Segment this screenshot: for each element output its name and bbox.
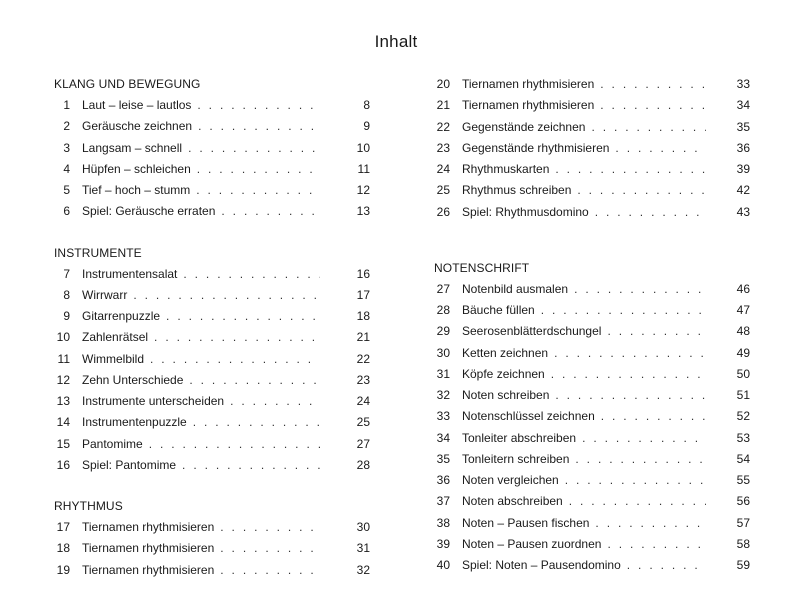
entry-number: 18	[56, 541, 70, 556]
entry-number: 27	[436, 281, 450, 296]
dot-leader	[149, 434, 320, 455]
entry-page-number: 23	[356, 372, 370, 387]
entry-number: 23	[436, 140, 450, 155]
entry-number: 9	[63, 309, 70, 323]
entry-number: 10	[56, 330, 70, 345]
toc-entry[interactable]	[54, 306, 370, 327]
toc-entry[interactable]	[434, 117, 750, 138]
toc-entry[interactable]	[54, 538, 370, 559]
entry-title: Rhythmuskarten	[462, 162, 550, 176]
entry-title: Tiernamen rhythmisieren	[82, 541, 215, 556]
entry-title: Noten schreiben	[462, 388, 550, 402]
entry-page-number: 28	[356, 457, 370, 472]
entry-title: Spiel: Geräusche erraten	[82, 204, 216, 219]
toc-section	[54, 74, 370, 223]
entry-page-number: 10	[356, 140, 370, 155]
toc-entry[interactable]	[434, 534, 750, 555]
entry-page-number: 43	[736, 204, 750, 219]
entry-page-number: 59	[736, 558, 750, 572]
entry-number: 8	[63, 287, 70, 302]
entry-title: Tief – hoch – stumm	[82, 183, 191, 197]
entry-number: 36	[436, 473, 450, 487]
toc-entry[interactable]	[54, 327, 370, 348]
entry-number: 37	[436, 494, 450, 509]
entry-title: Tiernamen rhythmisieren	[462, 77, 595, 91]
section-heading: RHYTHMUS	[54, 499, 123, 513]
entry-title: Gegenstände rhythmisieren	[462, 140, 610, 155]
page-title: Inhalt	[374, 32, 418, 51]
toc-entry[interactable]	[54, 201, 370, 222]
dot-leader	[133, 285, 320, 306]
entry-number: 19	[56, 562, 70, 577]
dot-leader	[220, 538, 320, 559]
toc-entry[interactable]	[434, 513, 750, 534]
entry-page-number: 8	[363, 98, 370, 112]
entry-number: 7	[63, 266, 70, 281]
entry-page-number: 51	[736, 388, 750, 402]
entry-title: Zahlenrätsel	[82, 330, 149, 345]
entry-title: Instrumente unterscheiden	[82, 394, 225, 408]
entry-title: Instrumentensalat	[82, 266, 178, 281]
entry-number: 17	[56, 520, 70, 534]
entry-title: Wimmelbild	[82, 351, 145, 366]
entry-number: 22	[436, 119, 450, 134]
entry-page-number: 18	[356, 309, 370, 323]
entry-number: 39	[436, 536, 450, 551]
toc-entry[interactable]	[434, 159, 750, 180]
toc-entry[interactable]	[54, 116, 370, 137]
toc-entry[interactable]	[434, 74, 750, 95]
toc-entry[interactable]	[54, 412, 370, 433]
entry-number: 40	[436, 558, 450, 572]
entry-page-number: 48	[736, 324, 750, 339]
toc-entry[interactable]	[54, 264, 370, 285]
section-heading: KLANG UND BEWEGUNG	[54, 77, 201, 91]
entry-title: Noten vergleichen	[462, 473, 559, 487]
entry-page-number: 12	[356, 183, 370, 197]
entry-title: Köpfe zeichnen	[462, 366, 545, 381]
entry-number: 38	[436, 515, 450, 530]
entry-number: 15	[56, 436, 70, 451]
dot-leader	[600, 95, 706, 116]
dot-leader	[595, 202, 706, 223]
entry-title: Pantomime	[82, 436, 143, 451]
toc-entry[interactable]	[434, 180, 750, 201]
entry-title: Notenschlüssel zeichnen	[462, 409, 595, 424]
toc-entry[interactable]	[54, 285, 370, 306]
entry-number: 29	[436, 324, 450, 339]
entry-title: Spiel: Rhythmusdomino	[462, 204, 589, 219]
entry-title: Tiernamen rhythmisieren	[82, 562, 215, 577]
entry-number: 2	[63, 119, 70, 134]
entry-title: Noten – Pausen fischen	[462, 515, 590, 530]
entry-number: 26	[436, 204, 450, 219]
entry-page-number: 52	[736, 409, 750, 424]
entry-page-number: 34	[736, 98, 750, 113]
dot-leader	[197, 159, 320, 180]
toc-entry[interactable]	[54, 95, 370, 116]
dot-leader	[193, 412, 320, 433]
toc-entry[interactable]	[434, 406, 750, 427]
entry-number: 4	[63, 161, 70, 176]
toc-entry[interactable]	[54, 138, 370, 159]
dot-leader	[565, 470, 706, 491]
section-heading: NOTENSCHRIFT	[434, 260, 530, 275]
entry-number: 3	[63, 140, 70, 155]
toc-entry[interactable]	[434, 300, 750, 321]
entry-title: Tonleiter abschreiben	[462, 430, 577, 445]
entry-number: 1	[63, 98, 70, 112]
dot-leader	[230, 391, 320, 412]
entry-page-number: 46	[736, 281, 750, 296]
dot-leader	[577, 180, 706, 201]
entry-number: 6	[63, 204, 70, 219]
toc-entry[interactable]	[54, 391, 370, 412]
entry-title: Instrumentenpuzzle	[82, 415, 187, 430]
toc-entry[interactable]	[434, 470, 750, 491]
dot-leader	[601, 406, 706, 427]
entry-page-number: 21	[356, 330, 370, 345]
toc-entry[interactable]	[434, 364, 750, 385]
entry-number: 20	[436, 77, 450, 91]
entry-title: Wirrwarr	[82, 287, 128, 302]
entry-page-number: 49	[736, 345, 750, 360]
entry-page-number: 54	[736, 451, 750, 466]
toc-entry[interactable]	[54, 560, 370, 581]
entry-number: 21	[436, 98, 450, 113]
entry-page-number: 39	[736, 162, 750, 176]
entry-page-number: 50	[736, 366, 750, 381]
toc-entry[interactable]	[434, 95, 750, 116]
toc-entry[interactable]	[54, 159, 370, 180]
entry-number: 11	[57, 351, 70, 366]
dot-leader	[591, 117, 706, 138]
dot-leader	[555, 159, 706, 180]
section-heading: INSTRUMENTE	[54, 245, 142, 260]
dot-leader	[150, 349, 320, 370]
entry-number: 5	[63, 183, 70, 197]
dot-leader	[221, 201, 320, 222]
entry-title: Spiel: Pantomime	[82, 457, 177, 472]
entry-page-number: 32	[356, 562, 370, 577]
toc-entry[interactable]	[54, 180, 370, 201]
entry-title: Tiernamen rhythmisieren	[462, 98, 595, 113]
entry-title: Laut – leise – lautlos	[82, 98, 192, 112]
dot-leader	[220, 560, 320, 581]
entry-title: Geräusche zeichnen	[82, 119, 193, 134]
dot-leader	[595, 513, 706, 534]
toc-left-column	[54, 74, 370, 581]
entry-title: Tonleitern schreiben	[462, 451, 570, 466]
entry-title: Gegenstände zeichnen	[462, 119, 586, 134]
dot-leader	[182, 455, 320, 476]
entry-page-number: 36	[736, 140, 750, 155]
entry-page-number: 27	[356, 436, 370, 451]
entry-page-number: 42	[736, 183, 750, 198]
toc-section	[54, 243, 370, 477]
toc-section	[54, 496, 370, 581]
entry-title: Zehn Unterschiede	[82, 372, 184, 387]
entry-number: 30	[436, 345, 450, 360]
toc-entry[interactable]	[434, 202, 750, 223]
toc-entry[interactable]	[54, 349, 370, 370]
entry-page-number: 56	[736, 494, 750, 509]
dot-leader	[582, 428, 706, 449]
entry-title: Tiernamen rhythmisieren	[82, 520, 215, 534]
entry-title: Hüpfen – schleichen	[82, 161, 191, 176]
entry-page-number: 33	[736, 77, 750, 91]
entry-page-number: 55	[736, 473, 750, 487]
entry-number: 32	[436, 388, 450, 402]
dot-leader	[197, 95, 320, 116]
toc-entry[interactable]	[434, 428, 750, 449]
entry-number: 16	[56, 457, 70, 472]
dot-leader	[188, 138, 320, 159]
entry-page-number: 11	[357, 161, 370, 176]
entry-page-number: 47	[736, 303, 750, 317]
entry-page-number: 30	[356, 520, 370, 534]
entry-page-number: 35	[736, 119, 750, 134]
entry-number: 13	[56, 394, 70, 408]
entry-page-number: 25	[356, 415, 370, 430]
entry-title: Bäuche füllen	[462, 303, 535, 317]
entry-page-number: 31	[356, 541, 370, 556]
dot-leader	[551, 364, 706, 385]
entry-page-number: 57	[736, 515, 750, 530]
dot-leader	[627, 555, 706, 576]
entry-title: Langsam – schnell	[82, 140, 183, 155]
dot-leader	[607, 321, 706, 342]
entry-number: 33	[436, 409, 450, 424]
entry-page-number: 58	[736, 536, 750, 551]
entry-title: Spiel: Noten – Pausendomino	[462, 558, 621, 572]
entry-page-number: 9	[363, 119, 370, 134]
dot-leader	[220, 517, 320, 538]
dot-leader	[615, 138, 706, 159]
entry-number: 35	[436, 451, 450, 466]
dot-leader	[600, 74, 706, 95]
toc-entry[interactable]	[434, 279, 750, 300]
entry-title: Rhythmus schreiben	[462, 183, 572, 198]
entry-title: Noten abschreiben	[462, 494, 563, 509]
entry-number: 34	[436, 430, 450, 445]
toc-section	[434, 258, 750, 577]
toc-entry[interactable]	[54, 370, 370, 391]
toc-entry[interactable]	[54, 434, 370, 455]
dot-leader	[554, 343, 706, 364]
dot-leader	[198, 116, 320, 137]
entry-title: Ketten zeichnen	[462, 345, 549, 360]
dot-leader	[154, 327, 320, 348]
toc-entry[interactable]	[434, 138, 750, 159]
dot-leader	[569, 491, 706, 512]
entry-title: Gitarrenpuzzle	[82, 309, 161, 323]
toc-entry[interactable]	[434, 449, 750, 470]
dot-leader	[574, 279, 706, 300]
entry-number: 31	[436, 366, 450, 381]
entry-title: Seerosenblätterdschungel	[462, 324, 602, 339]
entry-page-number: 17	[356, 287, 370, 302]
dot-leader	[189, 370, 320, 391]
entry-number: 12	[56, 372, 70, 387]
toc-entry[interactable]	[434, 555, 750, 576]
entry-number: 14	[56, 415, 70, 430]
toc-entry[interactable]	[434, 385, 750, 406]
toc-section	[434, 74, 750, 223]
toc-entry[interactable]	[54, 517, 370, 538]
entry-page-number: 13	[356, 204, 370, 219]
toc-entry[interactable]	[434, 321, 750, 342]
dot-leader	[607, 534, 706, 555]
entry-title: Noten – Pausen zuordnen	[462, 536, 602, 551]
dot-leader	[575, 449, 706, 470]
dot-leader	[183, 264, 320, 285]
toc-entry[interactable]	[434, 343, 750, 364]
entry-number: 25	[436, 183, 450, 198]
entry-page-number: 53	[736, 430, 750, 445]
entry-page-number: 16	[356, 266, 370, 281]
toc-right-column	[434, 74, 750, 576]
dot-leader	[196, 180, 320, 201]
toc-entry[interactable]	[434, 491, 750, 512]
entry-number: 24	[436, 162, 450, 176]
entry-title: Notenbild ausmalen	[462, 281, 569, 296]
toc-entry[interactable]	[54, 455, 370, 476]
entry-page-number: 22	[356, 351, 370, 366]
entry-page-number: 24	[356, 394, 370, 408]
dot-leader	[555, 385, 706, 406]
entry-number: 28	[436, 303, 450, 317]
dot-leader	[541, 300, 706, 321]
dot-leader	[166, 306, 320, 327]
